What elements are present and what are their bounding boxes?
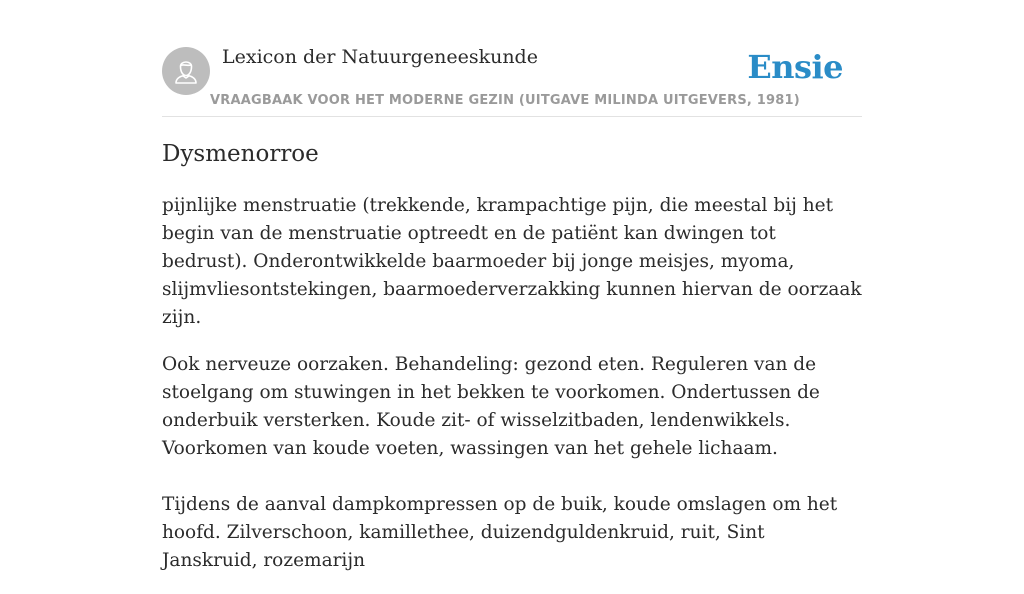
source-header [162, 0, 862, 117]
avatar[interactable] [162, 47, 210, 95]
source-title-link[interactable]: Lexicon der Natuurgeneeskunde [222, 46, 538, 68]
entry-title: Dysmenorroe [162, 141, 319, 167]
entry-article [162, 138, 862, 594]
entry-paragraph: pijnlijke menstruatie (trekkende, krampachtige pijn, die meestal bij het begin van de menstruatie optreedt en de patiënt kan dwingen tot bedrust). Onderontwikkelde baarmoeder bij jonge meisjes, myoma, slijmvliesontstekingen, baarmoederverzakking kunnen hiervan de oorzaak zijn. [162, 195, 862, 328]
entry-paragraph: Tijdens de aanval dampkompressen op de buik, koude omslagen om het hoofd. Zilverschoon, kamillethee, duizendguldenkruid, ruit, Sint Janskruid, rozemarijn [162, 494, 838, 571]
source-subtitle: VRAAGBAAK VOOR HET MODERNE GEZIN (UITGAVE MILINDA UITGEVERS, 1981) [210, 93, 800, 108]
ensie-logo[interactable]: Ensie [747, 48, 843, 86]
user-silhouette-icon [162, 47, 210, 95]
entry-paragraph: Ook nerveuze oorzaken. Behandeling: gezond eten. Reguleren van de stoelgang om stuwingen in het bekken te voorkomen. Ondertussen de onderbuik versterken. Koude zit- of wisselzitbaden, lendenwikkels. Voorkomen van koude voeten, wassingen van het gehele lichaam. [162, 354, 820, 459]
